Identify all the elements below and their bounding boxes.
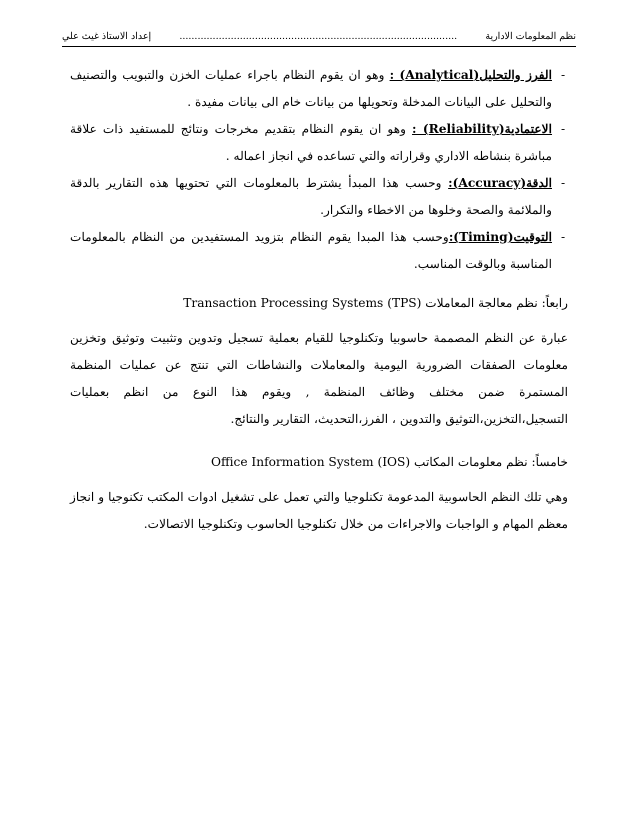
bullet-marker: - — [560, 68, 566, 82]
bullet-term: الدقة(Accuracy): — [448, 176, 552, 190]
bullet-analytical — [70, 62, 568, 116]
section-heading-english: Office Information System (IOS) — [210, 455, 411, 469]
bullet-text: وهو ان يقوم النظام بتقديم مخرجات ونتائج للمستفيد ذات علاقة مباشرة بنشاطه الاداري وقراراته والتي تساعده في انجاز اعماله . — [70, 122, 552, 163]
bullet-marker: - — [560, 230, 566, 244]
section-heading-tps — [70, 290, 568, 317]
bullet-timing — [70, 224, 568, 278]
page-header — [62, 30, 576, 47]
header-author: إعداد الاستاذ غيث علي — [62, 31, 152, 42]
bullet-term: الاعتمادية(Reliability) : — [412, 122, 553, 136]
section-heading-english: Transaction Processing Systems (TPS) — [183, 296, 422, 310]
bullet-marker: - — [560, 176, 566, 190]
bullet-text: وهو ان يقوم النظام باجراء عمليات الخزن والتبويب والتصنيف والتحليل على البيانات المدخلة وتحويلها من بيانات خام الى بيانات مفيدة . — [70, 68, 552, 109]
bullet-text: وحسب هذا المبدأ يشترط بالمعلومات التي تحتويها هذه التقارير بالدقة والملائمة والصحة وخلوها من الاخطاء والتكرار. — [70, 176, 552, 217]
section-body-tps: عبارة عن النظم المصممة حاسوبيا وتكنلوجيا للقيام بعملية تسجيل وتدوين وتثبيت وتوثيق وتخزين معلومات الصفقات الضرورية اليومية والمعاملات والنشاطات التي تنتج عن عمليات المنظمة المستمرة ضمن مختلف وظائف المنظمة , ويقوم هذا النوع من انظم بعمليات التسجيل،التخزين،التوثيق والتدوين ، الفرز،التحديث، التقارير والنتائج. — [70, 331, 568, 426]
bullet-term: الفرز والتحليل(Analytical) : — [389, 68, 552, 82]
bullet-reliability — [70, 116, 568, 170]
bullet-accuracy — [70, 170, 568, 224]
bullet-marker: - — [560, 122, 566, 136]
section-heading-arabic: رابعاً: نظم معالجة المعاملات — [425, 296, 568, 310]
header-dots: ............................................................................................ — [179, 31, 458, 42]
header-subject: نظم المعلومات الادارية — [485, 31, 576, 42]
section-body-ios: وهي تلك النظم الحاسوبية المدعومة تكنلوجيا والتي تعمل على تشغيل ادوات المكتب تكنوجيا و انجاز معظم المهام و الواجبات والاجراءات من خلال تكنلوجيا الحاسوب وتكنلوجيا الاتصالات. — [70, 490, 568, 531]
section-heading-arabic: خامساً: نظم معلومات المكاتب — [414, 455, 568, 469]
document-body — [70, 62, 568, 538]
section-heading-ios — [70, 449, 568, 476]
bullet-term: التوقيت(Timing): — [448, 230, 552, 244]
bullet-text: وحسب هذا المبدا يقوم النظام بتزويد المستفيدين من النظام بالمعلومات المناسبة وبالوقت المناسب. — [70, 230, 552, 271]
